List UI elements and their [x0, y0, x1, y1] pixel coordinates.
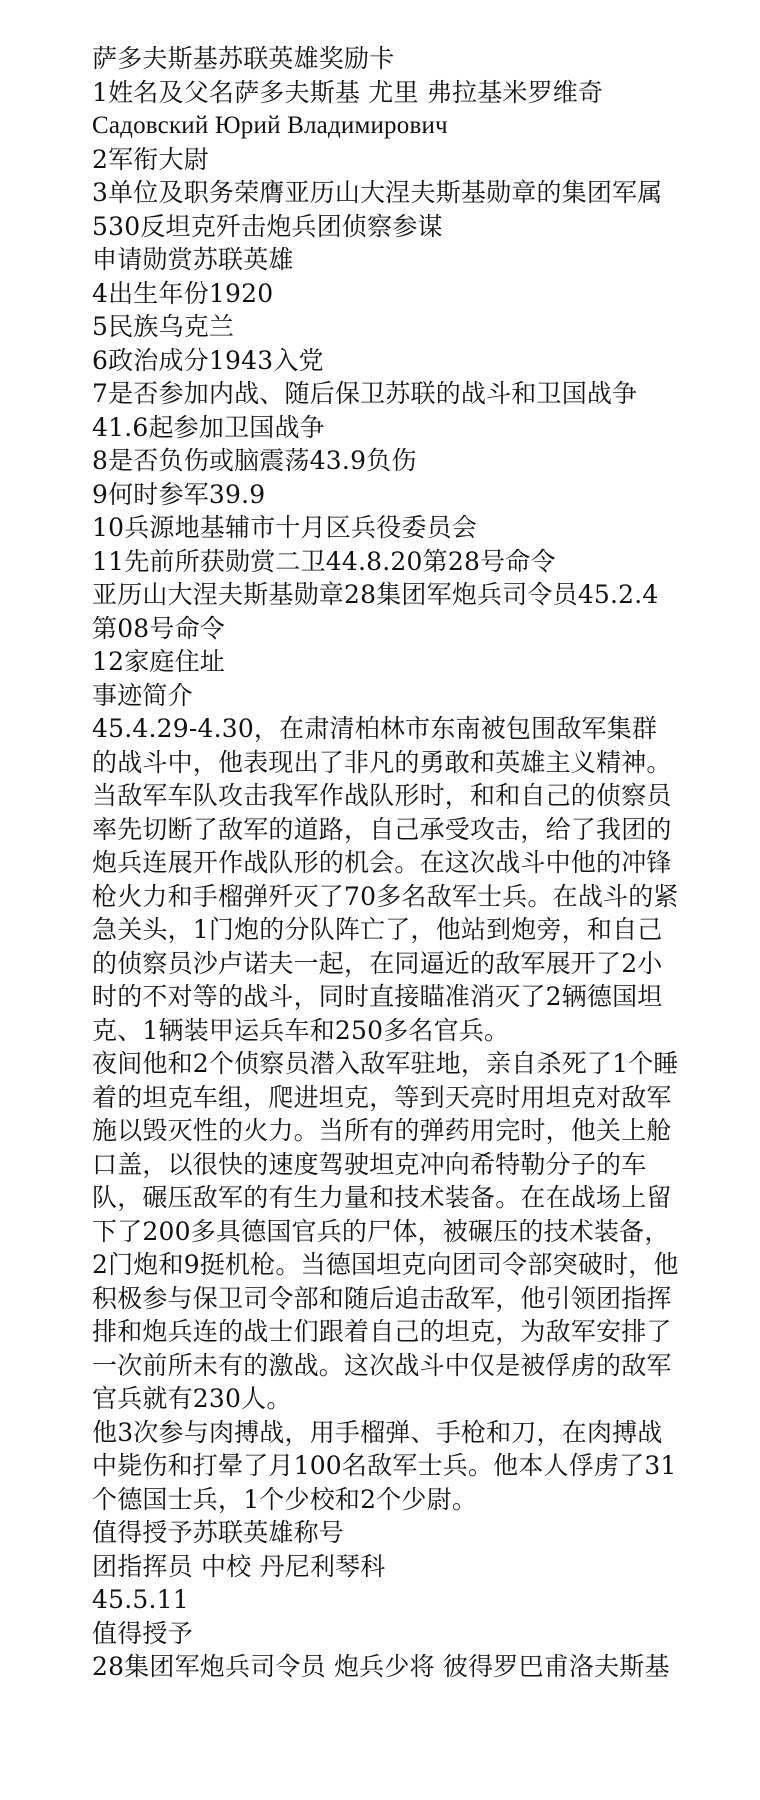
field-enlistment: 9何时参军39.9: [92, 479, 266, 509]
signature-artillery-commander: 28集团军炮兵司令员 炮兵少将 彼得罗巴甫洛夫斯基: [92, 1652, 670, 1681]
field-rank: 2军衔大尉: [92, 144, 209, 174]
field-requested-award: 申请勋赏苏联英雄: [92, 245, 294, 274]
field-unit-position: 3单位及职务荣膺亚历山大涅夫斯基勋章的集团军属530反坦克歼击炮兵团侦察参谋: [92, 178, 663, 241]
deeds-paragraph: 夜间他和2个侦察员潜入敌军驻地，亲自杀死了1个睡着的坦克车组，爬进坦克，等到天亮时用坦克对敌军施以毁灭性的火力。当所有的弹药用完时，他关上舱口盖，以很快的速度驾驶坦克冲向希特勒分子的车队，碾压敌军的有生力量和技术装备。在在战场上留下了200多具德国官兵的尸体，被碾压的技术装备，2门炮和9挺机枪。当德国坦克向团司令部突破时，他积极参与保卫司令部和随后追击敌军，他引领团指挥排和炮兵连的战士们跟着自己的坦克，为敌军安排了一次前所未有的激战。这次战斗中仅是被俘虏的敌军官兵就有230人。: [92, 1049, 679, 1413]
field-name-russian: Садовский Юрий Владимирович: [92, 112, 448, 139]
field-home-address: 12家庭住址: [92, 647, 226, 676]
field-wounds: 8是否负伤或脑震荡43.9负伤: [92, 446, 417, 475]
signature-regiment-commander: 团指挥员 中校 丹尼利琴科: [92, 1551, 386, 1581]
recommendation-2: 值得授予: [92, 1618, 193, 1648]
deeds-paragraph: 他3次参与肉搏战，用手榴弹、手枪和刀，在肉搏战中毙伤和打晕了月100名敌军士兵。他本人俘虏了31个德国士兵，1个少校和2个少尉。: [92, 1417, 677, 1514]
field-previous-awards: 11先前所获勋赏二卫44.8.20第28号命令: [92, 546, 556, 576]
section-heading-deeds: 事迹简介: [92, 680, 193, 710]
field-birth-year: 4出生年份1920: [92, 278, 274, 308]
recommendation: 值得授予苏联英雄称号: [92, 1518, 345, 1547]
field-party: 6政治成分1943入党: [92, 345, 324, 375]
document-body: [92, 42, 682, 1684]
field-previous-awards-cont: 亚历山大涅夫斯基勋章28集团军炮兵司令员45.2.4第08号命令: [92, 580, 659, 643]
deeds-paragraph: 当敌军车队攻击我军作战队形时，和和自己的侦察员率先切断了敌军的道路，自己承受攻击，给了我团的炮兵连展开作战队形的机会。在这次战斗中他的冲锋枪火力和手榴弹歼灭了70多名敌军士兵。在战斗的紧急关头，1门炮的分队阵亡了，他站到炮旁，和自己的侦察员沙卢诺夫一起，在同逼近的敌军展开了2小时的不对等的战斗，同时直接瞄准消灭了2辆德国坦克、1辆装甲运兵车和250多名官兵。: [92, 781, 679, 1045]
card-title: 萨多夫斯基苏联英雄奖励卡: [92, 44, 395, 73]
date: 45.5.11: [92, 1585, 189, 1614]
field-nationality: 5民族乌克兰: [92, 312, 235, 341]
field-draft-office: 10兵源地基辅市十月区兵役委员会: [92, 513, 478, 542]
field-war-participation: 7是否参加内战、随后保卫苏联的战斗和卫国战争41.6起参加卫国战争: [92, 379, 638, 442]
field-name: 1姓名及父名萨多夫斯基 尤里 弗拉基米罗维奇: [92, 77, 604, 107]
deeds-paragraph: 45.4.29-4.30，在肃清柏林市东南被包围敌军集群的战斗中，他表现出了非凡的勇敢和英雄主义精神。: [92, 714, 672, 777]
